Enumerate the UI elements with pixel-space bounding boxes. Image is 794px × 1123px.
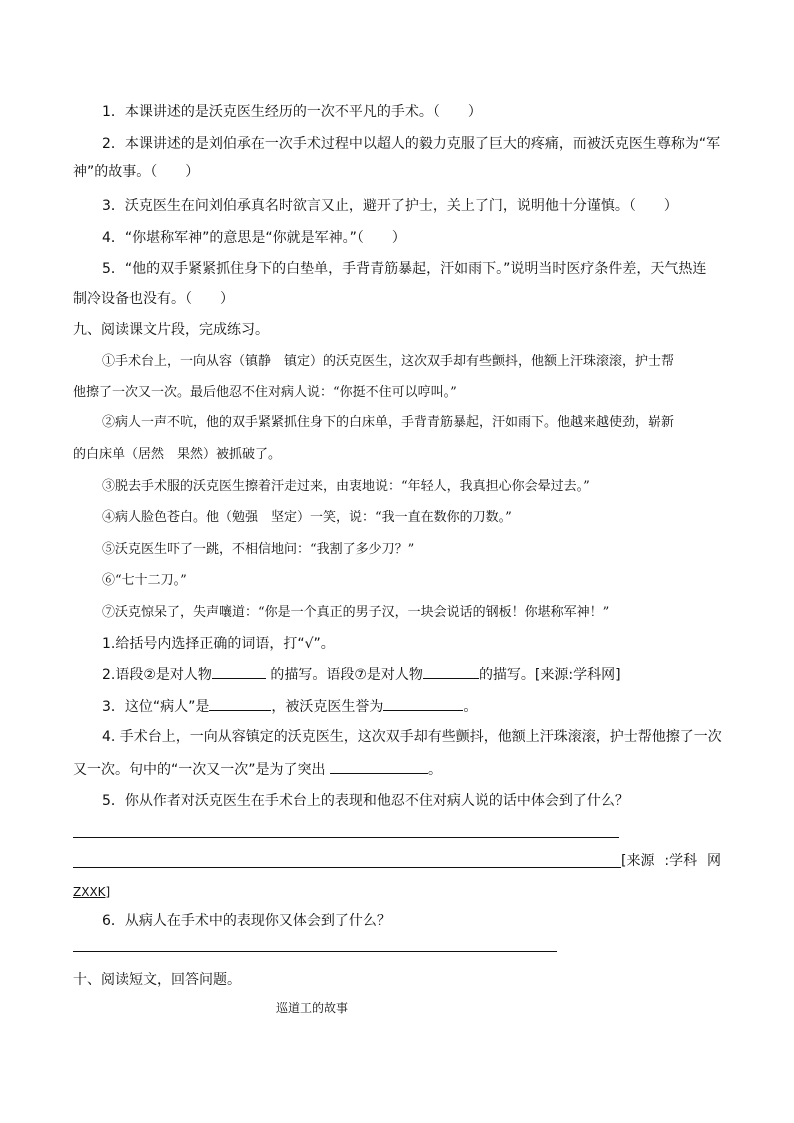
q5-text-line2: 制冷设备也没有。（ ） xyxy=(73,291,234,307)
exercise-4-prefix: 又一次。句中的“一次又一次”是为了突出 xyxy=(73,762,326,778)
passage-p1-line2: 他擦了一次又一次。最后他忍不住对病人说：“你挺不住可以哼叫。” xyxy=(73,385,457,400)
exercise-1: 1.给括号内选择正确的词语，打“√”。 xyxy=(102,636,335,652)
exercise-2 xyxy=(102,664,621,685)
exercise-5: 5．你从作者对沃克医生在手术台上的表现和他忍不住对病人说的话中体会到了什么？ xyxy=(102,793,629,809)
story-title: 巡道工的故事 xyxy=(276,1001,349,1015)
passage-p4: ④病人脸色苍白。他（勉强 坚定）一笑，说：“我一直在数你的刀数。” xyxy=(102,510,512,525)
exercise-2-prefix: 2.语段②是对人物 xyxy=(102,667,212,683)
q1-text: 1．本课讲述的是沃克医生经历的一次不平凡的手术。（ ） xyxy=(102,104,482,120)
exercise-2-middle: 的描写。语段⑦是对人物 xyxy=(270,667,423,683)
q5-text-line1: 5．“他的双手紧紧抓住身下的白垫单，手背青筋暴起，汗如雨下。”说明当时医疗条件差，天气热连 xyxy=(102,261,707,277)
exercise-3 xyxy=(102,696,477,717)
passage-p5: ⑤沃克医生吓了一跳，不相信地问：“我割了多少刀？” xyxy=(102,542,415,557)
exercise-3-middle: ，被沃克医生誉为 xyxy=(271,699,384,715)
passage-p7: ⑦沃克惊呆了，失声嚷道：“你是一个真正的男子汉，一块会说话的钢板！你堪称军神！” xyxy=(102,605,610,620)
q2-text-line1: 2．本课讲述的是刘伯承在一次手术过程中以超人的毅力克服了巨大的疼痛，而被沃克医生尊称为“军 xyxy=(102,136,721,152)
passage-p3: ③脱去手术服的沃克医生擦着汗走过来，由衷地说：“年轻人，我真担心你会晕过去。” xyxy=(102,479,590,494)
q4-text: 4．“你堪称军神”的意思是“你就是军神。”（ ） xyxy=(102,230,406,246)
answer-line-ex5-1[interactable] xyxy=(73,837,619,838)
passage-p2-line2: 的白床单（居然 果然）被抓破了。 xyxy=(73,447,282,462)
source-tag xyxy=(621,851,721,871)
answer-blank-ex2-b[interactable] xyxy=(423,664,479,679)
exercise-3-prefix: 3．这位“病人”是 xyxy=(102,699,210,715)
exercise-4-line1: 4. 手术台上，一向从容镇定的沃克医生，这次双手却有些颤抖，他额上汗珠滚滚，护士帮他擦了一次 xyxy=(102,729,722,745)
q3-text: 3．沃克医生在问刘伯承真名时欲言又止，避开了护士，关上了门，说明他十分谨慎。（ ） xyxy=(102,198,678,214)
exercise-4-suffix: 。 xyxy=(427,762,442,778)
passage-p2-line1: ②病人一声不吭，他的双手紧紧抓住身下的白床单，手背青筋暴起，汗如雨下。他越来越使劲，崭新 xyxy=(102,415,675,430)
answer-blank-ex3-b[interactable] xyxy=(383,696,463,711)
passage-p1-line1: ①手术台上，一向从容（镇静 镇定）的沃克医生，这次双手却有些颤抖，他额上汗珠滚滚，护士帮 xyxy=(102,354,675,369)
exercise-2-suffix: 的描写。[来源:学科网] xyxy=(478,667,621,683)
source-tag-part2: :学科 xyxy=(664,853,698,869)
answer-line-ex6[interactable] xyxy=(73,951,557,952)
exercise-3-suffix: 。 xyxy=(463,699,478,715)
source-tag-part3: 网 xyxy=(707,853,721,869)
passage-p6: ⑥“七十二刀。” xyxy=(102,573,187,588)
answer-blank-ex3-a[interactable] xyxy=(209,696,271,711)
section10-heading: 十、阅读短文，回答问题。 xyxy=(73,972,241,988)
exercise-4-line2 xyxy=(73,759,442,780)
answer-line-ex5-2[interactable] xyxy=(73,867,621,868)
section9-heading: 九、阅读课文片段，完成练习。 xyxy=(73,322,269,338)
source-tag-part1: [来源 xyxy=(621,853,655,869)
answer-blank-ex4[interactable] xyxy=(330,759,428,774)
answer-blank-ex2-a[interactable] xyxy=(212,664,266,679)
source-tag-continued: ZXXK] xyxy=(73,885,111,899)
exercise-6: 6．从病人在手术中的表现你又体会到了什么？ xyxy=(102,913,391,929)
q2-text-line2: 神”的故事。（ ） xyxy=(73,164,200,180)
